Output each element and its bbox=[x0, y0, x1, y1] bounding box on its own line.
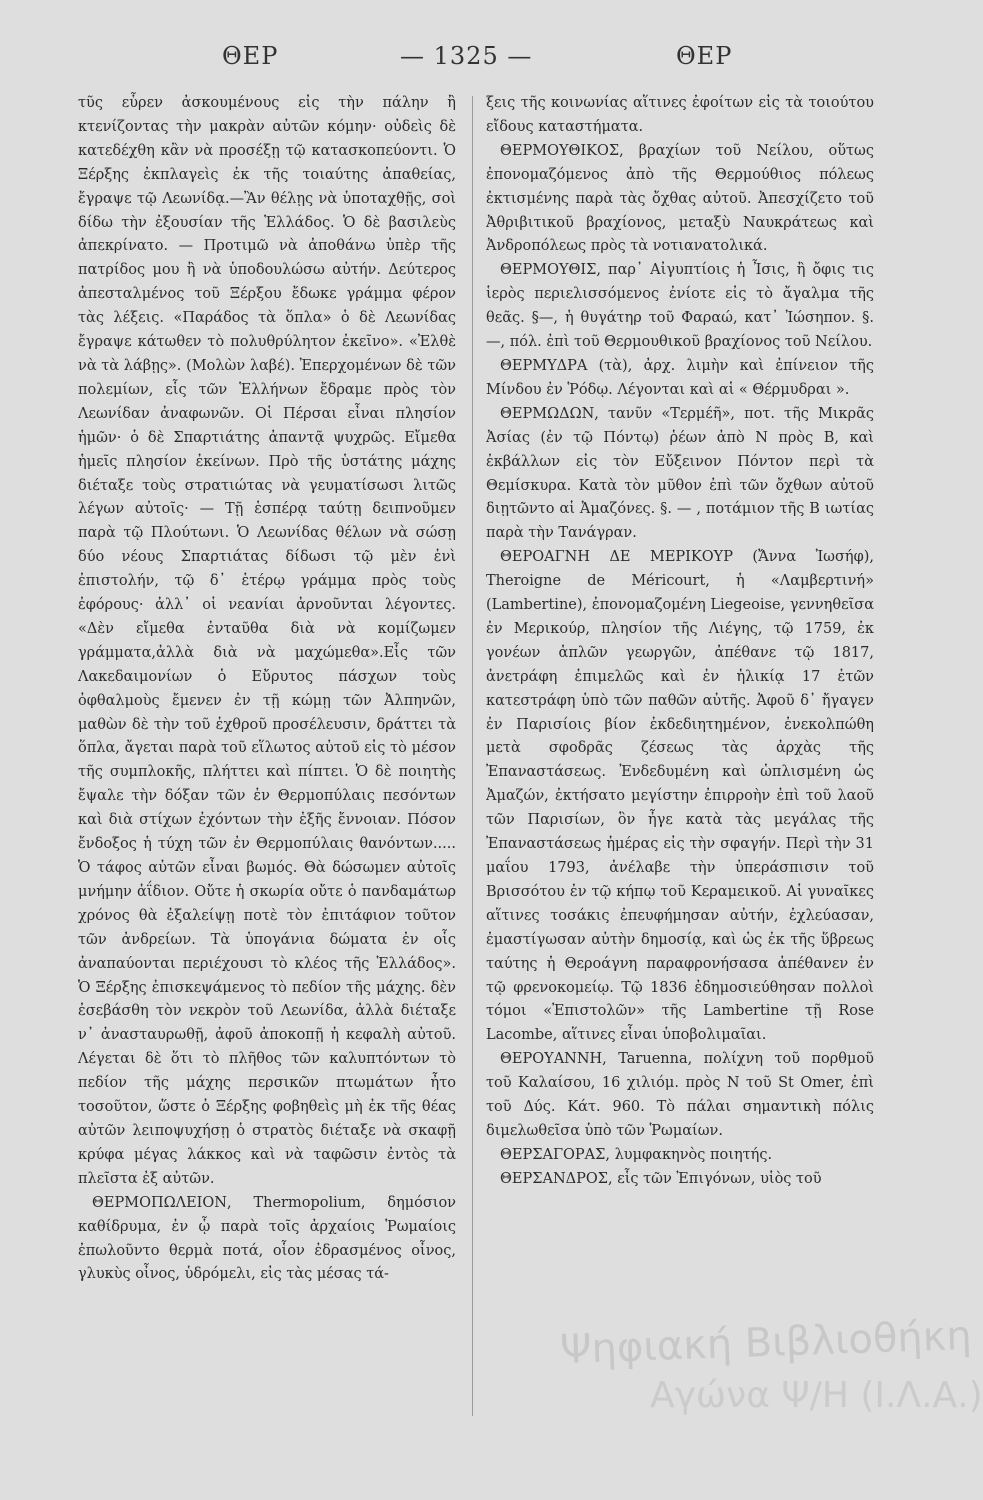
running-head-left: ΘΕΡ bbox=[222, 42, 279, 70]
right-column bbox=[486, 92, 874, 1422]
entry-thersandros: ΘΕΡΣΑΝΔΡΟΣ, εἷς τῶν Ἐπιγόνων, υἱὸς τοῦ bbox=[500, 1170, 822, 1187]
entry-thermydra: ΘΕΡΜΥΔΡΑ (τὰ), ἀρχ. λιμὴν καὶ ἐπίνειον τῆς Μίνδου ἐν Ῥόδῳ. Λέγονται καὶ αἱ « Θέρμυδραι ». bbox=[486, 357, 874, 398]
entry-continuation-right: ξεις τῆς κοινωνίας αἵτινες ἐφοίτων εἰς τὰ τοιούτου εἴδους καταστήματα. bbox=[486, 95, 874, 135]
entry-thersagoras: ΘΕΡΣΑΓΟΡΑΣ, λυμφακηνὸς ποιητής. bbox=[500, 1146, 773, 1163]
column-rule bbox=[472, 96, 473, 1416]
entry-continuation: τῦς εὗρεν ἀσκουμένους εἰς τὴν πάλην ἢ κτενίζοντας τὴν μακρὰν αὐτῶν κόμην· οὐδεὶς δὲ κατεδέχθη κἂν νὰ προσέξῃ τῷ κατασκοπεύοντι. Ὁ Ξέρξης ἐκπλαγεὶς ἐκ τῆς τοιαύτης ἀπαθείας, ἔγραψε τῷ Λεωνίδᾳ.—Ἂν θέλῃς νὰ ὑποταχθῇς, σοὶ δίδω τὴν ἐξουσίαν τῆς Ἑλλάδος. Ὁ δὲ βασιλεὺς ἀπεκρίνατο. — Προτιμῶ νὰ ἀποθάνω ὑπὲρ τῆς πατρίδος μου ἢ νὰ ὑποδουλώσω αὐτήν. Δεύτερος ἀπεσταλμένος τοῦ Ξέρξου ἔδωκε γράμμα φέρον τὰς λέξεις. «Παράδος τὰ ὅπλα» ὁ δὲ Λεωνίδας ἔγραψε κάτωθεν τὸ πολυθρύλητον ἐκεῖνο». «Ἐλθὲ νὰ τὰ λάβῃς». (Μολὼν λαβέ). Ἐπερχομένων δὲ τῶν πολεμίων, εἷς τῶν Ἑλλήνων ἔδραμε πρὸς τὸν Λεωνίδαν ἀναφωνῶν. Οἱ Πέρσαι εἶναι πλησίον ἡμῶν· ὁ δὲ Σπαρτιάτης ἀπαντᾷ ψυχρῶς. Εἴμεθα ἡμεῖς πλησίον ἐκείνων. Πρὸ τῆς ὑστάτης μάχης διέταξε τοὺς στρατιώτας νὰ γευματίσωσι λιτῶς λέγων αὐτοῖς· — Τῇ ἑσπέρᾳ ταύτῃ δειπνοῦμεν παρὰ τῷ Πλούτωνι. Ὁ Λεωνίδας θέλων νὰ σώσῃ δύο νέους Σπαρτιάτας δίδωσι τῷ μὲν ἑνὶ ἐπιστολήν, τῷ δ᾽ ἑτέρῳ γράμμα πρὸς τοὺς ἐφόρους· ἀλλ᾽ οἱ νεανίαι ἀρνοῦνται λέγοντες. «Δὲν εἴμεθα ἐνταῦθα διὰ νὰ κομίζωμεν γράμματα,ἀλλὰ διὰ νὰ μαχώμεθα».Εἷς τῶν Λακεδαιμονίων ὁ Εὔρυτος πάσχων τοὺς ὀφθαλμοὺς ἔμενεν ἐν τῇ κώμῃ τῶν Ἀλπηνῶν, μαθὼν δὲ τὴν τοῦ ἐχθροῦ προσέλευσιν, δράττει τὰ ὅπλα, ἄγεται παρὰ τοῦ εἵλωτος αὐτοῦ εἰς τὸ μέσον τῆς συμπλοκῆς, πλήττει καὶ πίπτει. Ὁ δὲ ποιητὴς ἔψαλε τὴν δόξαν τῶν ἐν Θερμοπύλαις πεσόντων καὶ διὰ στίχων ἐχόντων τὴν ἑξῆς ἔννοιαν. Πόσον ἔνδοξος ἡ τύχη τῶν ἐν Θερμοπύλαις θανόντων..... Ὁ τάφος αὐτῶν εἶναι βωμός. Θὰ δώσωμεν αὐτοῖς μνήμην ἀΐδιον. Οὔτε ἡ σκωρία οὔτε ὁ πανδαμάτωρ χρόνος θὰ ἐξαλείψῃ ποτὲ τὸν ἐπιτάφιον τοῦτον τῶν ἀνδρείων. Τὰ ὑπογάνια δώματα ἐν οἷς ἀναπαύονται περιέχουσι τὸ κλέος τῆς Ἑλλάδος». Ὁ Ξέρξης ἐπισκεψάμενος τὸ πεδίον τῆς μάχης. δὲν ἐσεβάσθη τὸν νεκρὸν τοῦ Λεωνίδα, ἀλλὰ διέταξε ν᾽ ἀνασταυρωθῇ, ἀφοῦ ἀποκοπῇ ἡ κεφαλὴ αὐτοῦ. Λέγεται δὲ ὅτι τὸ πλῆθος τῶν καλυπτόντων τὸ πεδίον τῆς μάχης περσικῶν πτωμάτων ἦτο τοσοῦτον, ὥστε ὁ Ξέρξης φοβηθεὶς μὴ ἐκ τῆς θέας αὐτῶν λειποψυχήσῃ ὁ στρατὸς διέταξε νὰ σκαφῇ κρύφα μέγας λάκκος καὶ νὰ ταφῶσιν ἐντὸς τὰ πλεῖστα ἐξ αὐτῶν. bbox=[78, 95, 456, 1187]
entry-thermodon: ΘΕΡΜΩΔΩΝ, τανῦν «Τερμέῆ», ποτ. τῆς Μικρᾶς Ἀσίας (ἐν τῷ Πόντῳ) ῥέων ἀπὸ Ν πρὸς Β, καὶ ἐκβάλλων εἰς τὸν Εὔξεινον Πόντον περὶ τὰ Θεμίσκυρα. Κατὰ τὸν μῦθον ἐπὶ τῶν ὄχθων αὐτοῦ διῃτῶντο αἱ Ἀμαζόνες. §. — , ποτάμιον τῆς Β ιωτίας παρὰ τὴν Τανάγραν. bbox=[486, 405, 874, 542]
page-header bbox=[0, 42, 983, 82]
entry-thermouthis: ΘΕΡΜΟΥΘΙΣ, παρ᾽ Αἰγυπτίοις ἡ Ἶσις, ἢ ὄφις τις ἱερὸς περιελισσόμενος ἐνίοτε εἰς τὸ ἄγαλμα τῆς θεᾶς. §—, ἡ θυγάτηρ τοῦ Φαραώ, κατ᾽ Ἰώσηπον. §. —, πόλ. ἐπὶ τοῦ Θερμουθικοῦ βραχίονος τοῦ Νείλου. bbox=[486, 262, 874, 351]
entry-theroagne: ΘΕΡΟΑΓΝΗ ΔΕ ΜΕΡΙΚΟΥΡ (Ἄννα Ἰωσήφ), Theroigne de Méricourt, ἡ «Λαμβερτινή» (Lambertine), ἐπονομαζομένη Liegeoise, γεννηθεῖσα ἐν Μερικούρ, πλησίον τῆς Λιέγης, τῷ 1759, ἐκ γονέων ἁπλῶν γεωργῶν, ἀπέθανε τῷ 1817, ἀνετράφη ἐπιμελῶς καὶ ἐν ἡλικίᾳ 17 ἐτῶν κατεστράφη ὑπὸ τῶν παθῶν αὐτῆς. Ἀφοῦ δ᾽ ἤγαγεν ἐν Παρισίοις βίον ἐκδεδιητημένον, ἐνεκολπώθη μετὰ σφοδρᾶς ζέσεως τὰς ἀρχὰς τῆς Ἐπαναστάσεως. Ἐνδεδυμένη καὶ ὡπλισμένη ὡς Ἀμαζών, ἐκτήσατο μεγίστην ἐπιρροὴν ἐπὶ τοῦ λαοῦ τῶν Παρισίων, ὃν ἦγε κατὰ τὰς μεγάλας τῆς Ἐπαναστάσεως ἡμέρας εἰς τὴν σφαγήν. Περὶ τὴν 31 μαΐου 1793, ἀνέλαβε τὴν ὑπεράσπισιν τοῦ Βρισσότου ἐν τῷ κήπῳ τοῦ Κεραμεικοῦ. Αἱ γυναῖκες αἵτινες τοσάκις ἐπευφήμησαν αὐτήν, ἐχλεύασαν, ἐμαστίγωσαν αὐτὴν δημοσίᾳ, καὶ ὡς ἐκ τῆς ὕβρεως ταύτης ἡ Θεροάγνη παραφρονήσασα ἀπέθανεν ἐν τῷ φρενοκομείῳ. Τῷ 1836 ἐδημοσιεύθησαν πολλοὶ τόμοι «Ἐπιστολῶν» τῆς Lambertine τῇ Rose Lacombe, αἵτινες εἶναι ὑποβολιμαῖαι. bbox=[486, 549, 874, 1044]
left-column bbox=[78, 92, 456, 1422]
entry-thermouthikos: ΘΕΡΜΟΥΘΙΚΟΣ, βραχίων τοῦ Νείλου, οὕτως ἐπονομαζόμενος ἀπὸ τῆς Θερμούθιος πόλεως ἐκτισμένης παρὰ τὰς ὄχθας αὐτοῦ. Ἀπεσχίζετο τοῦ Ἀθριβιτικοῦ βραχίονος, μεταξὺ Ναυκράτεως καὶ Ἀνδροπόλεως πρὸς τὰ νοτιανατολικά. bbox=[486, 142, 874, 255]
entry-thermopoleion: ΘΕΡΜΟΠΩΛΕΙΟΝ, Thermopolium, δημόσιον καθίδρυμα, ἐν ᾧ παρὰ τοῖς ἀρχαίοις Ῥωμαίοις ἐπωλοῦντο θερμὰ ποτά, οἷον ἐδρασμένος οἶνος, γλυκὺς οἶνος, ὑδρόμελι, εἰς τὰς μέσας τά- bbox=[78, 1194, 456, 1283]
library-watermark: Ψηφιακή Βιβλιοθήκη bbox=[559, 1312, 973, 1374]
entry-therouanne: ΘΕΡΟΥΑΝΝΗ, Taruenna, πολίχνη τοῦ πορθμοῦ τοῦ Καλαίσου, 16 χιλιόμ. πρὸς Ν τοῦ St Omer, ἐπὶ τοῦ Δύς. Κάτ. 960. Τὸ πάλαι σημαντικὴ πόλις διμελωθεῖσα ὑπὸ τῶν Ῥωμαίων. bbox=[486, 1051, 874, 1139]
library-watermark-subtitle: Αγώνα Ψ/Η (Ι.Λ.Α.) bbox=[650, 1375, 983, 1416]
running-head-right: ΘΕΡ bbox=[676, 42, 733, 70]
page-number: — 1325 — bbox=[400, 42, 533, 70]
